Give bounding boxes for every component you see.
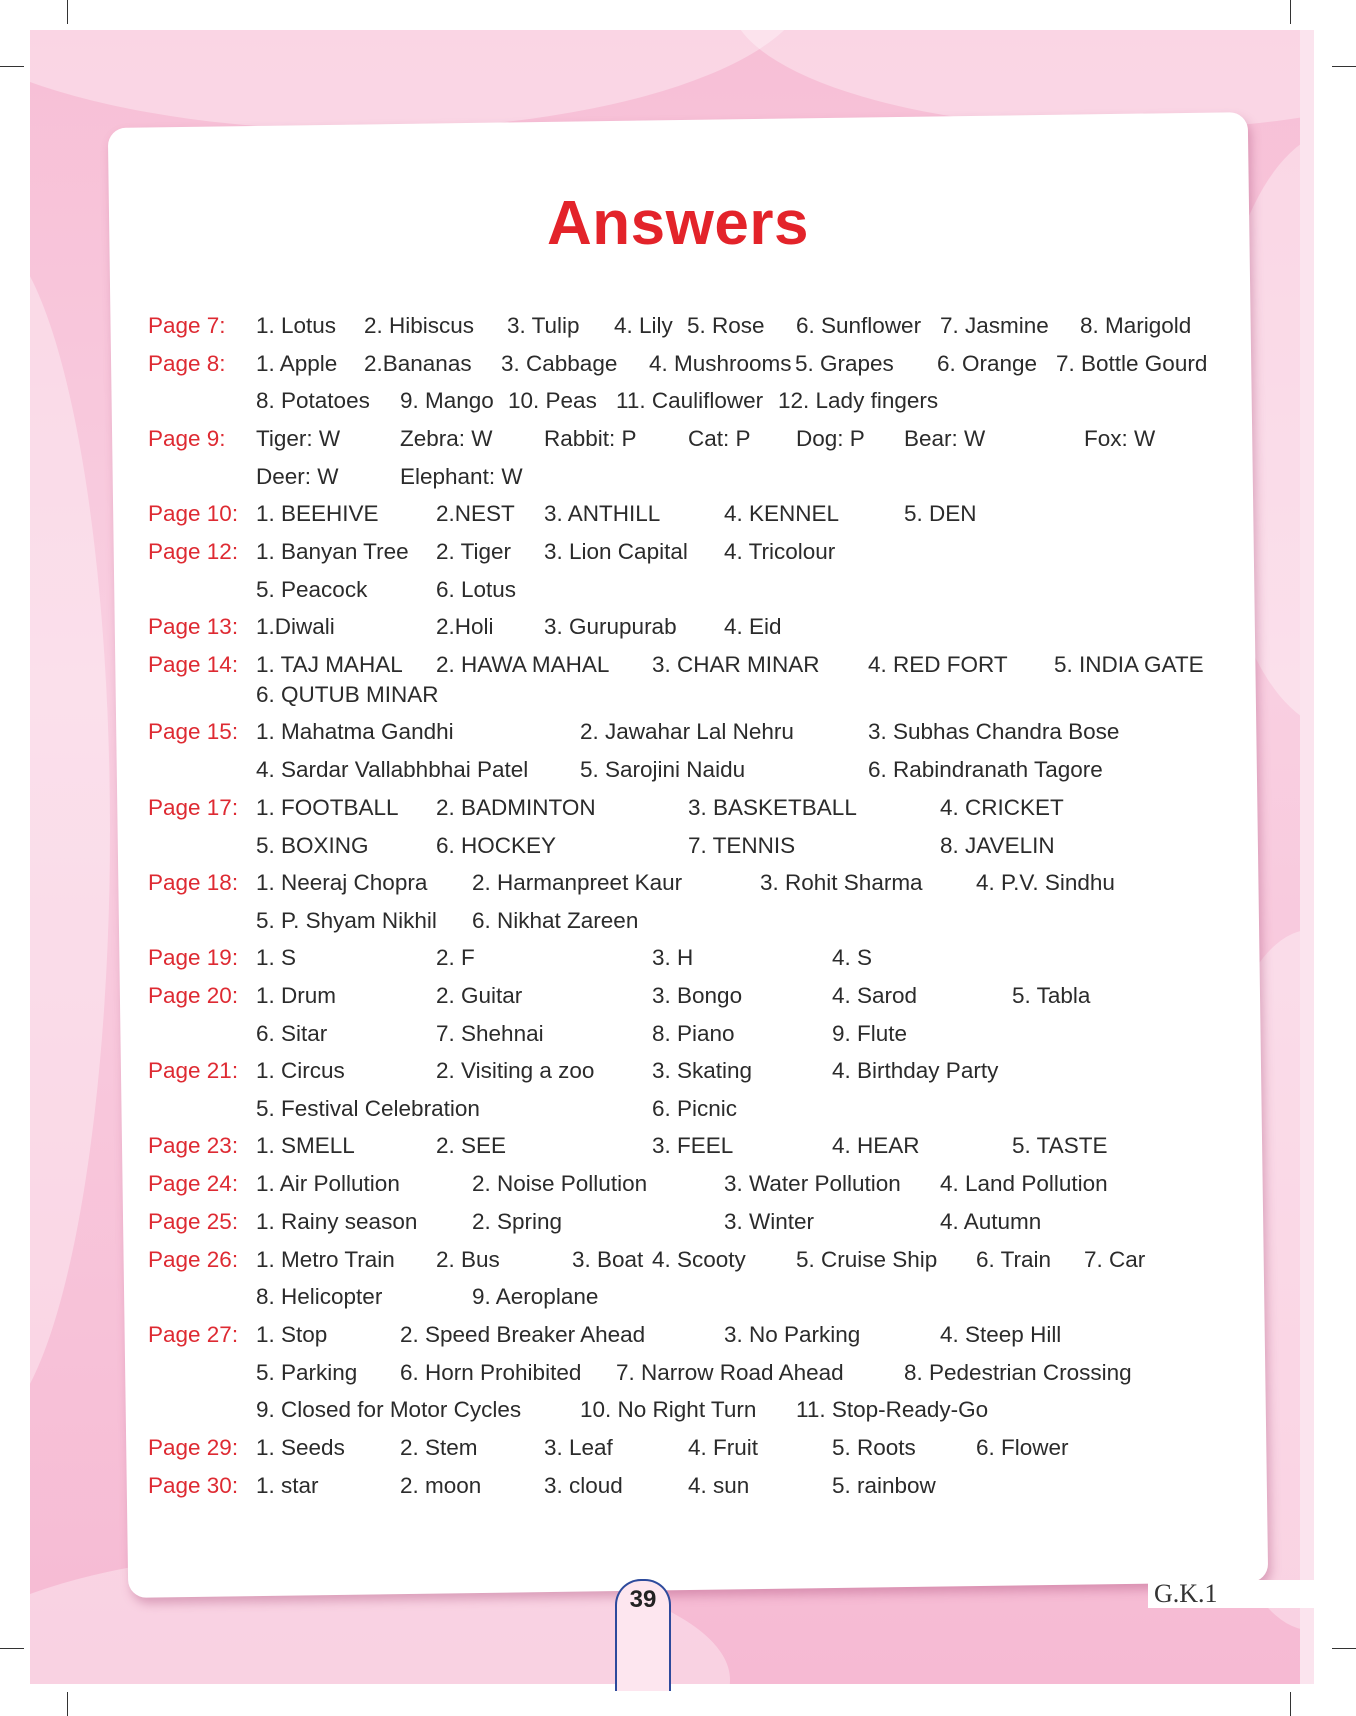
answer-item: 4. Birthday Party <box>832 1058 999 1083</box>
answer-item: 8. Piano <box>652 1021 735 1046</box>
answer-item: 6. Flower <box>976 1435 1069 1460</box>
answer-item: 1.Diwali <box>256 614 335 639</box>
answer-row <box>148 791 1228 825</box>
answer-item: 3. FEEL <box>652 1133 734 1158</box>
answer-row <box>148 1129 1228 1163</box>
answer-item: 5. Grapes <box>795 351 894 376</box>
answer-item: 4. Land Pollution <box>940 1171 1108 1196</box>
answer-item: 6. Sitar <box>256 1021 328 1046</box>
crop-mark <box>0 66 24 67</box>
crop-mark <box>1332 66 1356 67</box>
answer-item: Bear: W <box>904 426 986 451</box>
answer-item: 1. Air Pollution <box>256 1171 400 1196</box>
page-edge <box>1300 30 1314 1684</box>
answer-item: Fox: W <box>1084 426 1156 451</box>
page-label: Page 21: <box>148 1058 239 1083</box>
answer-item: 3. Skating <box>652 1058 753 1083</box>
page-label: Page 30: <box>148 1473 239 1498</box>
page-label: Page 12: <box>148 539 239 564</box>
answer-item: 10. Peas <box>508 388 597 413</box>
answer-item: 1. Banyan Tree <box>256 539 409 564</box>
answer-item: 4. Tricolour <box>724 539 836 564</box>
answer-item: 3. Winter <box>724 1209 815 1234</box>
answer-row <box>148 309 1228 343</box>
page-number: 39 <box>629 1586 657 1613</box>
answer-item: 4. RED FORT <box>868 652 1008 677</box>
answer-row <box>148 422 1228 456</box>
page-label: Page 24: <box>148 1171 239 1196</box>
answer-item: 5. Tabla <box>1012 983 1091 1008</box>
answer-item: 8. Marigold <box>1080 313 1192 338</box>
answer-item: 4. HEAR <box>832 1133 920 1158</box>
answer-item: 3. H <box>652 945 694 970</box>
answer-item: 11. Stop-Ready-Go <box>796 1397 989 1422</box>
answer-row <box>148 979 1228 1013</box>
answer-item: 1. TAJ MAHAL <box>256 652 403 677</box>
answer-item: 8. Pedestrian Crossing <box>904 1360 1132 1385</box>
answer-item: 6. Sunflower <box>796 313 922 338</box>
answer-row <box>148 1469 1228 1503</box>
answer-item: 3. Bongo <box>652 983 743 1008</box>
answer-item: 2. F <box>436 945 475 970</box>
answer-item: 7. Car <box>1084 1247 1146 1272</box>
answer-item: 2. SEE <box>436 1133 507 1158</box>
page-label: Page 14: <box>148 652 239 677</box>
answer-row <box>148 497 1228 531</box>
page-label: Page 18: <box>148 870 239 895</box>
answer-item: 3. Water Pollution <box>724 1171 901 1196</box>
answer-item: 5. BOXING <box>256 833 369 858</box>
answer-item: 2. Tiger <box>436 539 512 564</box>
answer-item: 6. Horn Prohibited <box>400 1360 582 1385</box>
answer-row <box>148 1243 1228 1277</box>
answer-row <box>148 1318 1228 1352</box>
answer-item: 2. Hibiscus <box>364 313 475 338</box>
answer-item: 4. Autumn <box>940 1209 1042 1234</box>
answer-item: 8. Helicopter <box>256 1284 383 1309</box>
page-label: Page 9: <box>148 426 226 451</box>
answer-item: 4. CRICKET <box>940 795 1064 820</box>
answer-item: 4. S <box>832 945 873 970</box>
crop-mark <box>1290 0 1291 24</box>
answer-item: Tiger: W <box>256 426 341 451</box>
answer-item: 4. Scooty <box>652 1247 746 1272</box>
answer-item: 2.Holi <box>436 614 494 639</box>
answer-item: 5. Cruise Ship <box>796 1247 938 1272</box>
answer-item: 8. Potatoes <box>256 388 370 413</box>
page-label: Page 8: <box>148 351 226 376</box>
answer-item: 4. Sardar Vallabhbhai Patel <box>256 757 529 782</box>
page-label: Page 27: <box>148 1322 239 1347</box>
answer-item: 3. cloud <box>544 1473 623 1498</box>
answer-item: 5. Sarojini Naidu <box>580 757 746 782</box>
answer-item: 5. DEN <box>904 501 977 526</box>
answer-item: 5. Festival Celebration <box>256 1096 480 1121</box>
answer-item: 3. Subhas Chandra Bose <box>868 719 1120 744</box>
answer-item: Zebra: W <box>400 426 493 451</box>
answer-item: 2.NEST <box>436 501 515 526</box>
answer-item: Rabbit: P <box>544 426 637 451</box>
answer-item: Cat: P <box>688 426 751 451</box>
answer-item: 1. star <box>256 1473 319 1498</box>
answer-row <box>148 384 1228 418</box>
answer-row <box>148 941 1228 975</box>
answer-item: 1. Metro Train <box>256 1247 395 1272</box>
answer-item: 7. Narrow Road Ahead <box>616 1360 844 1385</box>
answer-item: 6. Rabindranath Tagore <box>868 757 1103 782</box>
answer-row <box>148 678 1228 712</box>
answer-row <box>148 753 1228 787</box>
answer-item: 7. Bottle Gourd <box>1056 351 1208 376</box>
crop-mark <box>1290 1692 1291 1716</box>
answer-item: 1. Stop <box>256 1322 328 1347</box>
crop-mark <box>67 1692 68 1716</box>
answer-item: 2. Visiting a zoo <box>436 1058 595 1083</box>
answer-item: 1. BEEHIVE <box>256 501 379 526</box>
answer-item: 6. Train <box>976 1247 1052 1272</box>
answer-item: 9. Mango <box>400 388 494 413</box>
book-code: G.K.1 <box>1148 1580 1320 1608</box>
answer-row <box>148 1393 1228 1427</box>
answer-row <box>148 460 1228 494</box>
answer-row <box>148 1167 1228 1201</box>
answer-item: 1. Seeds <box>256 1435 345 1460</box>
answer-item: 3. BASKETBALL <box>688 795 857 820</box>
answer-row <box>148 715 1228 749</box>
answer-item: 3. CHAR MINAR <box>652 652 820 677</box>
answer-item: 2. Harmanpreet Kaur <box>472 870 683 895</box>
answer-item: 5. Rose <box>687 313 765 338</box>
answer-item: 2. moon <box>400 1473 482 1498</box>
page-label: Page 23: <box>148 1133 239 1158</box>
answer-item: 4. KENNEL <box>724 501 840 526</box>
crop-mark <box>1332 1648 1356 1649</box>
answer-item: 12. Lady fingers <box>778 388 939 413</box>
answer-item: 3. Gurupurab <box>544 614 677 639</box>
answer-item: 2. Jawahar Lal Nehru <box>580 719 794 744</box>
answer-row <box>148 904 1228 938</box>
answer-item: 9. Flute <box>832 1021 908 1046</box>
answer-item: 1. Circus <box>256 1058 345 1083</box>
page-label: Page 19: <box>148 945 239 970</box>
answer-item: 2. Stem <box>400 1435 478 1460</box>
answer-item: 4. Fruit <box>688 1435 759 1460</box>
answer-item: 3. ANTHILL <box>544 501 661 526</box>
page-label: Page 13: <box>148 614 239 639</box>
page-label: Page 26: <box>148 1247 239 1272</box>
answer-row <box>148 1205 1228 1239</box>
crop-mark <box>67 0 68 24</box>
answer-item: 1. FOOTBALL <box>256 795 399 820</box>
answer-item: 5. INDIA GATE <box>1054 652 1204 677</box>
answer-item: 1. S <box>256 945 297 970</box>
answer-item: 2. HAWA MAHAL <box>436 652 610 677</box>
answer-item: 5. TASTE <box>1012 1133 1108 1158</box>
answer-item: 3. Cabbage <box>501 351 618 376</box>
answer-row <box>148 1017 1228 1051</box>
answer-item: 2. Bus <box>436 1247 500 1272</box>
answer-item: 9. Aeroplane <box>472 1284 599 1309</box>
answer-row <box>148 1092 1228 1126</box>
answer-item: 1. Drum <box>256 983 337 1008</box>
crop-mark <box>0 1648 24 1649</box>
answer-item: 5. P. Shyam Nikhil <box>256 908 437 933</box>
answer-item: 1. SMELL <box>256 1133 355 1158</box>
answer-item: 7. Shehnai <box>436 1021 544 1046</box>
page-label: Page 29: <box>148 1435 239 1460</box>
answer-item: 5. Parking <box>256 1360 358 1385</box>
answer-item: 1. Apple <box>256 351 338 376</box>
answer-row <box>148 648 1228 682</box>
answer-item: 4. Steep Hill <box>940 1322 1062 1347</box>
answer-item: 6. Lotus <box>436 577 517 602</box>
page-label: Page 10: <box>148 501 239 526</box>
answer-row <box>148 535 1228 569</box>
page-label: Page 15: <box>148 719 239 744</box>
answer-item: 10. No Right Turn <box>580 1397 757 1422</box>
answer-item: 2. Noise Pollution <box>472 1171 648 1196</box>
answer-item: 11. Cauliflower <box>616 388 764 413</box>
wave-decoration <box>30 230 110 1430</box>
answer-item: 6. HOCKEY <box>436 833 557 858</box>
answer-item: 3. Lion Capital <box>544 539 688 564</box>
answer-row <box>148 829 1228 863</box>
answer-item: 4. Eid <box>724 614 782 639</box>
answer-item: 6. QUTUB MINAR <box>256 682 439 707</box>
answer-item: 1. Lotus <box>256 313 337 338</box>
answer-item: Dog: P <box>796 426 865 451</box>
answer-item: 1. Neeraj Chopra <box>256 870 428 895</box>
page-label: Page 7: <box>148 313 226 338</box>
answer-item: 5. Peacock <box>256 577 368 602</box>
answer-row <box>148 1054 1228 1088</box>
answer-item: Deer: W <box>256 464 339 489</box>
answer-row <box>148 610 1228 644</box>
answer-item: 2. Spring <box>472 1209 563 1234</box>
page-label: Page 20: <box>148 983 239 1008</box>
answer-row <box>148 1356 1228 1390</box>
answer-item: 4. sun <box>688 1473 750 1498</box>
answer-row <box>148 1280 1228 1314</box>
answer-item: 4. Sarod <box>832 983 918 1008</box>
answer-item: Elephant: W <box>400 464 523 489</box>
answer-item: 5. rainbow <box>832 1473 936 1498</box>
answer-item: 2.Bananas <box>364 351 472 376</box>
answer-row <box>148 573 1228 607</box>
wave-decoration <box>30 30 810 130</box>
answer-item: 3. No Parking <box>724 1322 861 1347</box>
answer-row <box>148 347 1228 381</box>
page-label: Page 25: <box>148 1209 239 1234</box>
answer-item: 1. Mahatma Gandhi <box>256 719 454 744</box>
answer-item: 2. Speed Breaker Ahead <box>400 1322 646 1347</box>
answer-item: 8. JAVELIN <box>940 833 1055 858</box>
answer-row <box>148 866 1228 900</box>
answer-item: 7. TENNIS <box>688 833 796 858</box>
answer-item: 4. P.V. Sindhu <box>976 870 1115 895</box>
page-label: Page 17: <box>148 795 239 820</box>
answer-item: 4. Lily <box>614 313 673 338</box>
answer-item: 2. Guitar <box>436 983 523 1008</box>
answer-item: 6. Orange <box>937 351 1038 376</box>
answer-item: 3. Leaf <box>544 1435 613 1460</box>
answer-item: 2. BADMINTON <box>436 795 596 820</box>
answer-item: 3. Rohit Sharma <box>760 870 923 895</box>
answer-item: 3. Tulip <box>507 313 580 338</box>
answer-item: 3. Boat <box>572 1247 644 1272</box>
answer-item: 5. Roots <box>832 1435 916 1460</box>
answer-item: 9. Closed for Motor Cycles <box>256 1397 522 1422</box>
answer-item: 7. Jasmine <box>940 313 1049 338</box>
answer-item: 1. Rainy season <box>256 1209 418 1234</box>
answer-item: 6. Nikhat Zareen <box>472 908 639 933</box>
answer-item: 6. Picnic <box>652 1096 738 1121</box>
answer-row <box>148 1431 1228 1465</box>
page-title: Answers <box>547 189 809 258</box>
answer-item: 4. Mushrooms <box>649 351 792 376</box>
